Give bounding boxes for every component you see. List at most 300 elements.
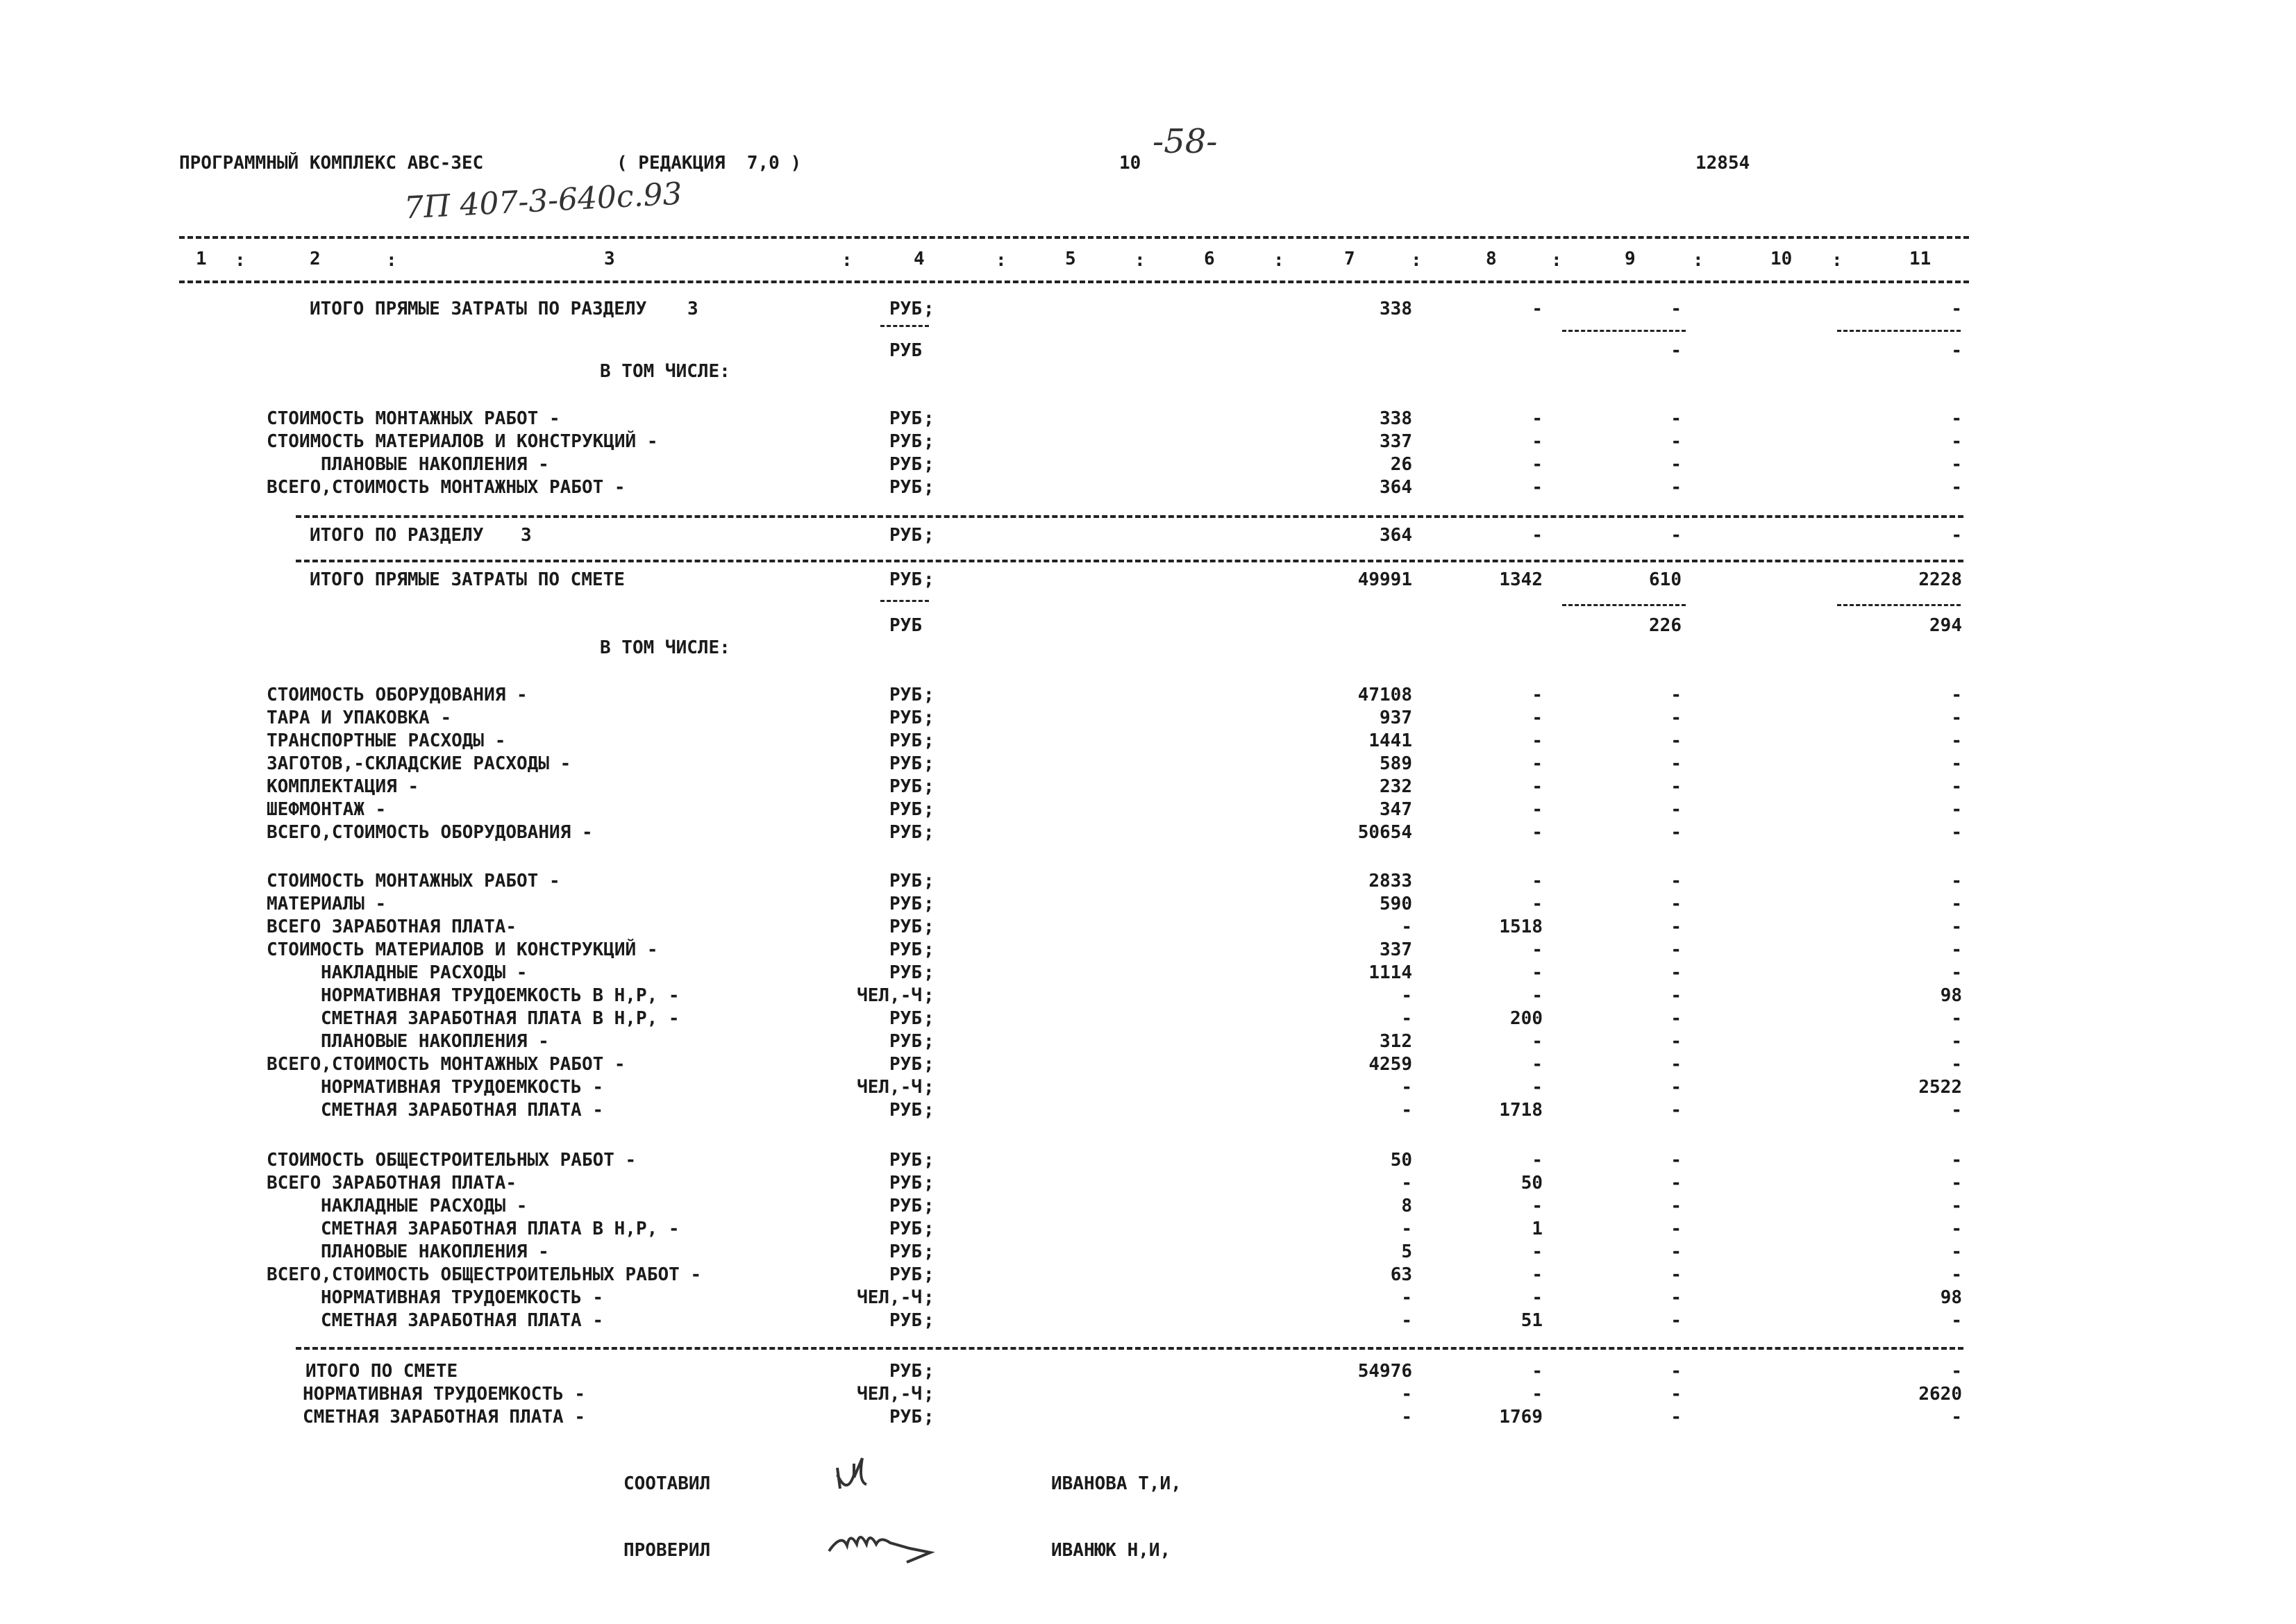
cell-col9: - (1670, 454, 1682, 475)
cell-col9: - (1670, 962, 1682, 983)
cell-col9: - (1670, 299, 1682, 319)
row-label: ТРАНСПОРТНЫЕ РАСХОДЫ - (267, 730, 506, 751)
row-unit-separator: ; (923, 962, 935, 983)
cell-col11: - (1951, 299, 1962, 319)
cell-col11: 98 (1940, 1287, 1962, 1308)
section-number: 3 (521, 525, 532, 546)
cell-col7: - (1401, 1384, 1412, 1405)
cell-col8: - (1532, 525, 1543, 546)
cell-col8: - (1532, 1384, 1543, 1405)
final-rule (296, 1347, 1963, 1350)
cell-col7: - (1401, 1100, 1412, 1121)
row-unit: РУБ (889, 1054, 922, 1075)
cell-col8: - (1532, 1361, 1543, 1382)
column-number: 3 (604, 249, 615, 269)
doc-code: 10 (1119, 153, 1141, 174)
cell-col7: 8 (1401, 1196, 1412, 1216)
cell-col9: 610 (1649, 569, 1682, 590)
row-label: КОМПЛЕКТАЦИЯ - (267, 776, 419, 797)
cell-col11: - (1951, 730, 1962, 751)
cell-col8: - (1532, 1031, 1543, 1052)
cell-col9: - (1670, 477, 1682, 498)
row-label: ПЛАНОВЫЕ НАКОПЛЕНИЯ - (321, 1241, 549, 1262)
cell-col8: - (1532, 939, 1543, 960)
cell-col7: 337 (1380, 431, 1412, 452)
row-unit-separator: ; (923, 871, 935, 891)
cell-col11: - (1951, 431, 1962, 452)
cell-col8: - (1532, 1077, 1543, 1098)
cell-col8: - (1532, 776, 1543, 797)
cell-col7: - (1401, 916, 1412, 937)
cell-col11: 2620 (1918, 1384, 1962, 1405)
cell-col8: - (1532, 962, 1543, 983)
column-separator: : (1411, 250, 1422, 271)
row-label: СТОИМОСТЬ МОНТАЖНЫХ РАБОТ - (267, 871, 560, 891)
cell-col7: - (1401, 1287, 1412, 1308)
column-separator: : (841, 250, 853, 271)
row-unit-separator: ; (923, 1361, 935, 1382)
cell-col11: - (1951, 1219, 1962, 1239)
row-unit-separator: ; (923, 894, 935, 914)
cell-col9: - (1670, 822, 1682, 843)
section-number: 3 (687, 299, 698, 319)
cell-col8: - (1532, 1264, 1543, 1285)
subtotal-rule (1837, 604, 1961, 606)
row-unit: РУБ (889, 1407, 922, 1428)
column-separator: : (1551, 250, 1562, 271)
row-unit-separator: ; (923, 799, 935, 820)
signature-icon (826, 1521, 944, 1569)
row-unit: РУБ (889, 871, 922, 891)
signature-role: СООТАВИЛ (623, 1473, 711, 1494)
subtotal-rule (1562, 604, 1686, 606)
signatory-name: ИВАНОВА Т,И, (1051, 1473, 1182, 1494)
cell-col8: - (1532, 753, 1543, 774)
row-unit: РУБ (889, 708, 922, 728)
cell-col8: - (1532, 708, 1543, 728)
cell-col9: - (1670, 1264, 1682, 1285)
row-label: ИТОГО ПО РАЗДЕЛУ (310, 525, 484, 546)
cell-col7: - (1401, 1310, 1412, 1331)
cell-col11: - (1951, 1196, 1962, 1216)
cell-col9: - (1670, 1054, 1682, 1075)
cell-col7: 63 (1390, 1264, 1412, 1285)
row-unit-separator: ; (923, 939, 935, 960)
cell-col9: - (1670, 1150, 1682, 1171)
row-unit: ЧЕЛ,-Ч (857, 1287, 922, 1308)
in-that-number-label: В ТОМ ЧИСЛЕ: (600, 637, 730, 658)
cell-col9: - (1670, 799, 1682, 820)
handwritten-project-code: 7П 407-3-640с.93 (403, 176, 683, 226)
cell-col9: - (1670, 939, 1682, 960)
cell-col8: 1 (1532, 1219, 1543, 1239)
cell-col8: - (1532, 985, 1543, 1006)
row-label: СМЕТНАЯ ЗАРАБОТНАЯ ПЛАТА - (321, 1100, 603, 1121)
cell-col9: - (1670, 1384, 1682, 1405)
cell-col11: - (1951, 1173, 1962, 1194)
row-unit-separator: ; (923, 1150, 935, 1171)
doc-number: 12854 (1695, 153, 1750, 174)
row-unit-separator: ; (923, 708, 935, 728)
column-number: 4 (914, 249, 925, 269)
row-label: ИТОГО ПО СМЕТЕ (305, 1361, 458, 1382)
signature-role: ПРОВЕРИЛ (623, 1540, 711, 1561)
row-unit: РУБ (889, 1310, 922, 1331)
cell-col11: - (1951, 1054, 1962, 1075)
row-label: НАКЛАДНЫЕ РАСХОДЫ - (321, 962, 528, 983)
cell-col9: - (1670, 1077, 1682, 1098)
cell-col8: - (1532, 799, 1543, 820)
row-unit-separator: ; (923, 1100, 935, 1121)
cell-col11: - (1951, 894, 1962, 914)
cell-col8: - (1532, 685, 1543, 705)
cell-col11: - (1951, 1150, 1962, 1171)
column-separator: : (386, 250, 397, 271)
cell-col11: - (1951, 871, 1962, 891)
row-label: ВСЕГО,СТОИМОСТЬ МОНТАЖНЫХ РАБОТ - (267, 477, 626, 498)
row-unit: РУБ (889, 916, 922, 937)
row-label: СТОИМОСТЬ ОБЩЕСТРОИТЕЛЬНЫХ РАБОТ - (267, 1150, 637, 1171)
row-label: ВСЕГО,СТОИМОСТЬ МОНТАЖНЫХ РАБОТ - (267, 1054, 626, 1075)
row-unit: РУБ (889, 799, 922, 820)
row-label: ВСЕГО,СТОИМОСТЬ ОБЩЕСТРОИТЕЛЬНЫХ РАБОТ - (267, 1264, 702, 1285)
row-label: НАКЛАДНЫЕ РАСХОДЫ - (321, 1196, 528, 1216)
cell-col9: - (1670, 871, 1682, 891)
cell-col9: - (1670, 894, 1682, 914)
cell-col7: - (1401, 1008, 1412, 1029)
row-unit-separator: ; (923, 408, 935, 429)
cell-col7: 338 (1380, 408, 1412, 429)
table-header-rule (179, 281, 1969, 283)
cell-col7: 49991 (1357, 569, 1412, 590)
row-unit-separator: ; (923, 822, 935, 843)
cell-col9: - (1670, 730, 1682, 751)
column-separator: : (1832, 250, 1843, 271)
cell-col9: - (1670, 1219, 1682, 1239)
cell-col7: 590 (1380, 894, 1412, 914)
cell-col7: 1114 (1368, 962, 1412, 983)
cell-col11: - (1951, 753, 1962, 774)
cell-col7: - (1401, 985, 1412, 1006)
column-number: 6 (1204, 249, 1215, 269)
row-unit-separator: ; (923, 1384, 935, 1405)
cell-col11: - (1951, 477, 1962, 498)
row-unit: РУБ (889, 477, 922, 498)
row-unit: РУБ (889, 753, 922, 774)
row-unit: РУБ (889, 1241, 922, 1262)
cell-col8: - (1532, 1241, 1543, 1262)
row-unit-separator: ; (923, 569, 935, 590)
row-unit: РУБ (889, 408, 922, 429)
cell-col9: - (1670, 708, 1682, 728)
row-unit: РУБ (889, 525, 922, 546)
row-unit: ЧЕЛ,-Ч (857, 1384, 922, 1405)
cell-col9: - (1670, 1361, 1682, 1382)
row-unit: РУБ (889, 1196, 922, 1216)
row-unit-separator: ; (923, 525, 935, 546)
row-label: ТАРА И УПАКОВКА - (267, 708, 452, 728)
handwritten-page-number: -58- (1153, 122, 1218, 161)
cell-col9: - (1670, 1241, 1682, 1262)
cell-col9: - (1670, 985, 1682, 1006)
row-unit-separator: ; (923, 985, 935, 1006)
cell-col7: 589 (1380, 753, 1412, 774)
in-that-number-label: В ТОМ ЧИСЛЕ: (600, 361, 730, 382)
row-unit-separator: ; (923, 1219, 935, 1239)
cell-col11: - (1951, 1310, 1962, 1331)
row-unit: РУБ (889, 1031, 922, 1052)
cell-col9: - (1670, 1008, 1682, 1029)
row-unit: РУБ (889, 822, 922, 843)
row-unit-separator: ; (923, 685, 935, 705)
row-unit: ЧЕЛ,-Ч (857, 1077, 922, 1098)
cell-col9: - (1670, 685, 1682, 705)
row-label: СМЕТНАЯ ЗАРАБОТНАЯ ПЛАТА - (303, 1407, 585, 1428)
cell-col7: 2833 (1368, 871, 1412, 891)
row-unit-separator: ; (923, 454, 935, 475)
row-unit: РУБ (889, 939, 922, 960)
row-unit-separator: ; (923, 1310, 935, 1331)
cell-col7: - (1401, 1077, 1412, 1098)
row-unit: РУБ (889, 894, 922, 914)
cell-col8: - (1532, 299, 1543, 319)
row-unit: РУБ (889, 431, 922, 452)
row-unit: РУБ (889, 1264, 922, 1285)
cell-col7: 26 (1390, 454, 1412, 475)
column-number: 5 (1065, 249, 1076, 269)
cell-col9: - (1670, 753, 1682, 774)
cell-col8: - (1532, 454, 1543, 475)
cell-col8: 51 (1520, 1310, 1543, 1331)
row-label: ИТОГО ПРЯМЫЕ ЗАТРАТЫ ПО СМЕТЕ (310, 569, 625, 590)
row-unit-separator: ; (923, 916, 935, 937)
signatory-name: ИВАНЮК Н,И, (1051, 1540, 1171, 1561)
column-separator: : (235, 250, 246, 271)
row-unit-separator: ; (923, 431, 935, 452)
cell-col8: - (1532, 822, 1543, 843)
row-label: СМЕТНАЯ ЗАРАБОТНАЯ ПЛАТА В Н,Р, - (321, 1219, 680, 1239)
column-number: 11 (1909, 249, 1932, 269)
row-unit-separator: ; (923, 1054, 935, 1075)
row-label: НОРМАТИВНАЯ ТРУДОЕМКОСТЬ - (303, 1384, 585, 1405)
row-unit: РУБ (889, 1361, 922, 1382)
cell-col11: - (1951, 1241, 1962, 1262)
cell-col7: 1441 (1368, 730, 1412, 751)
cell-col11: - (1951, 1100, 1962, 1121)
section-rule (296, 560, 1963, 562)
row-unit-separator: ; (923, 730, 935, 751)
column-separator: : (1134, 250, 1146, 271)
cell-col8: 1342 (1499, 569, 1543, 590)
row-label: ВСЕГО,СТОИМОСТЬ ОБОРУДОВАНИЯ - (267, 822, 593, 843)
cell-col9: - (1670, 340, 1682, 361)
signature-icon (833, 1454, 951, 1502)
row-label: СТОИМОСТЬ МОНТАЖНЫХ РАБОТ - (267, 408, 560, 429)
row-unit-separator: ; (923, 1173, 935, 1194)
cell-col7: 54976 (1357, 1361, 1412, 1382)
row-unit: РУБ (889, 685, 922, 705)
cell-col7: 937 (1380, 708, 1412, 728)
row-unit: РУБ (889, 1008, 922, 1029)
row-label: ПЛАНОВЫЕ НАКОПЛЕНИЯ - (321, 1031, 549, 1052)
row-unit-separator: ; (923, 1031, 935, 1052)
row-unit: РУБ (889, 299, 922, 319)
row-unit-separator: ; (923, 1264, 935, 1285)
cell-col11: - (1951, 1264, 1962, 1285)
cell-col11: - (1951, 962, 1962, 983)
cell-col11: - (1951, 916, 1962, 937)
row-label: СТОИМОСТЬ ОБОРУДОВАНИЯ - (267, 685, 528, 705)
cell-col9: - (1670, 1407, 1682, 1428)
cell-col9: - (1670, 916, 1682, 937)
row-unit: РУБ (889, 1173, 922, 1194)
cell-col7: - (1401, 1219, 1412, 1239)
cell-col11: - (1951, 685, 1962, 705)
row-label: СМЕТНАЯ ЗАРАБОТНАЯ ПЛАТА - (321, 1310, 603, 1331)
row-unit-separator: ; (923, 1196, 935, 1216)
cell-col11: - (1951, 939, 1962, 960)
cell-col7: 50 (1390, 1150, 1412, 1171)
cell-col11: - (1951, 454, 1962, 475)
cell-col7: - (1401, 1173, 1412, 1194)
cell-col7: 347 (1380, 799, 1412, 820)
cell-col9: - (1670, 1100, 1682, 1121)
cell-col8: 1518 (1499, 916, 1543, 937)
cell-col9: - (1670, 525, 1682, 546)
row-label: ВСЕГО ЗАРАБОТНАЯ ПЛАТА- (267, 1173, 517, 1194)
cell-col11: 2228 (1918, 569, 1962, 590)
cell-col8: - (1532, 1054, 1543, 1075)
cell-col8: - (1532, 1150, 1543, 1171)
row-unit: РУБ (889, 730, 922, 751)
table-top-rule (179, 236, 1969, 239)
cell-col11: - (1951, 1008, 1962, 1029)
cell-col11: 294 (1929, 615, 1962, 636)
subtotal-rule (1837, 330, 1961, 332)
row-label: ЗАГОТОВ,-СКЛАДСКИЕ РАСХОДЫ - (267, 753, 571, 774)
row-unit: РУБ (889, 454, 922, 475)
cell-col7: 338 (1380, 299, 1412, 319)
column-number: 10 (1770, 249, 1793, 269)
cell-col9: 226 (1649, 615, 1682, 636)
column-separator: : (1693, 250, 1704, 271)
row-unit-separator: ; (923, 1407, 935, 1428)
cell-col7: 312 (1380, 1031, 1412, 1052)
cell-col8: 50 (1520, 1173, 1543, 1194)
column-number: 9 (1625, 249, 1636, 269)
cell-col11: - (1951, 1407, 1962, 1428)
cell-col11: 2522 (1918, 1077, 1962, 1098)
cell-col11: - (1951, 340, 1962, 361)
row-unit: РУБ (889, 569, 922, 590)
row-unit-separator: ; (923, 477, 935, 498)
column-number: 1 (196, 249, 207, 269)
column-number: 2 (310, 249, 321, 269)
row-label: ВСЕГО ЗАРАБОТНАЯ ПЛАТА- (267, 916, 517, 937)
section-rule (296, 515, 1963, 518)
row-label: НОРМАТИВНАЯ ТРУДОЕМКОСТЬ В Н,Р, - (321, 985, 680, 1006)
row-unit: РУБ (889, 340, 922, 361)
cell-col9: - (1670, 1310, 1682, 1331)
cell-col9: - (1670, 1031, 1682, 1052)
subtotal-rule (1562, 330, 1686, 332)
column-separator: : (1273, 250, 1284, 271)
row-unit: ЧЕЛ,-Ч (857, 985, 922, 1006)
cell-col7: 5 (1401, 1241, 1412, 1262)
cell-col11: - (1951, 799, 1962, 820)
cell-col8: - (1532, 1196, 1543, 1216)
cell-col7: 47108 (1357, 685, 1412, 705)
cell-col7: - (1401, 1407, 1412, 1428)
cell-col11: - (1951, 708, 1962, 728)
row-label: ПЛАНОВЫЕ НАКОПЛЕНИЯ - (321, 454, 549, 475)
cell-col9: - (1670, 776, 1682, 797)
cell-col9: - (1670, 1196, 1682, 1216)
row-unit-separator: ; (923, 776, 935, 797)
row-unit-separator: ; (923, 753, 935, 774)
cell-col7: 364 (1380, 525, 1412, 546)
row-unit-separator: ; (923, 1287, 935, 1308)
cell-col7: 337 (1380, 939, 1412, 960)
row-unit: РУБ (889, 776, 922, 797)
cell-col8: - (1532, 408, 1543, 429)
row-unit: РУБ (889, 962, 922, 983)
row-label: СТОИМОСТЬ МАТЕРИАЛОВ И КОНСТРУКЦИЙ - (267, 939, 658, 960)
cell-col11: - (1951, 1031, 1962, 1052)
cell-col11: - (1951, 1361, 1962, 1382)
cell-col8: - (1532, 730, 1543, 751)
row-unit-separator: ; (923, 299, 935, 319)
program-title: ПРОГРАММНЫЙ КОМПЛЕКС АВС-ЗЕС (179, 153, 484, 174)
row-label: СТОИМОСТЬ МАТЕРИАЛОВ И КОНСТРУКЦИЙ - (267, 431, 658, 452)
cell-col11: - (1951, 408, 1962, 429)
cell-col9: - (1670, 431, 1682, 452)
cell-col8: - (1532, 477, 1543, 498)
cell-col8: 1769 (1499, 1407, 1543, 1428)
cell-col11: - (1951, 525, 1962, 546)
cell-col9: - (1670, 408, 1682, 429)
cell-col11: - (1951, 776, 1962, 797)
cell-col7: 50654 (1357, 822, 1412, 843)
cell-col8: - (1532, 431, 1543, 452)
row-unit-separator: ; (923, 1077, 935, 1098)
column-separator: : (996, 250, 1007, 271)
cell-col8: 200 (1510, 1008, 1543, 1029)
row-unit: РУБ (889, 1150, 922, 1171)
column-number: 8 (1486, 249, 1497, 269)
cell-col7: 232 (1380, 776, 1412, 797)
row-label: СМЕТНАЯ ЗАРАБОТНАЯ ПЛАТА В Н,Р, - (321, 1008, 680, 1029)
unit-rule (880, 600, 929, 602)
cell-col11: 98 (1940, 985, 1962, 1006)
row-label: ШЕФМОНТАЖ - (267, 799, 387, 820)
cell-col11: - (1951, 822, 1962, 843)
cell-col7: 364 (1380, 477, 1412, 498)
row-label: МАТЕРИАЛЫ - (267, 894, 387, 914)
row-label: НОРМАТИВНАЯ ТРУДОЕМКОСТЬ - (321, 1287, 603, 1308)
cell-col8: - (1532, 871, 1543, 891)
row-unit: РУБ (889, 615, 922, 636)
edition-label: ( РЕДАКЦИЯ 7,0 ) (617, 153, 802, 174)
cell-col9: - (1670, 1287, 1682, 1308)
cell-col8: 1718 (1499, 1100, 1543, 1121)
cell-col9: - (1670, 1173, 1682, 1194)
column-number: 7 (1344, 249, 1355, 269)
cell-col7: 4259 (1368, 1054, 1412, 1075)
row-unit: РУБ (889, 1100, 922, 1121)
cell-col8: - (1532, 894, 1543, 914)
row-label: НОРМАТИВНАЯ ТРУДОЕМКОСТЬ - (321, 1077, 603, 1098)
